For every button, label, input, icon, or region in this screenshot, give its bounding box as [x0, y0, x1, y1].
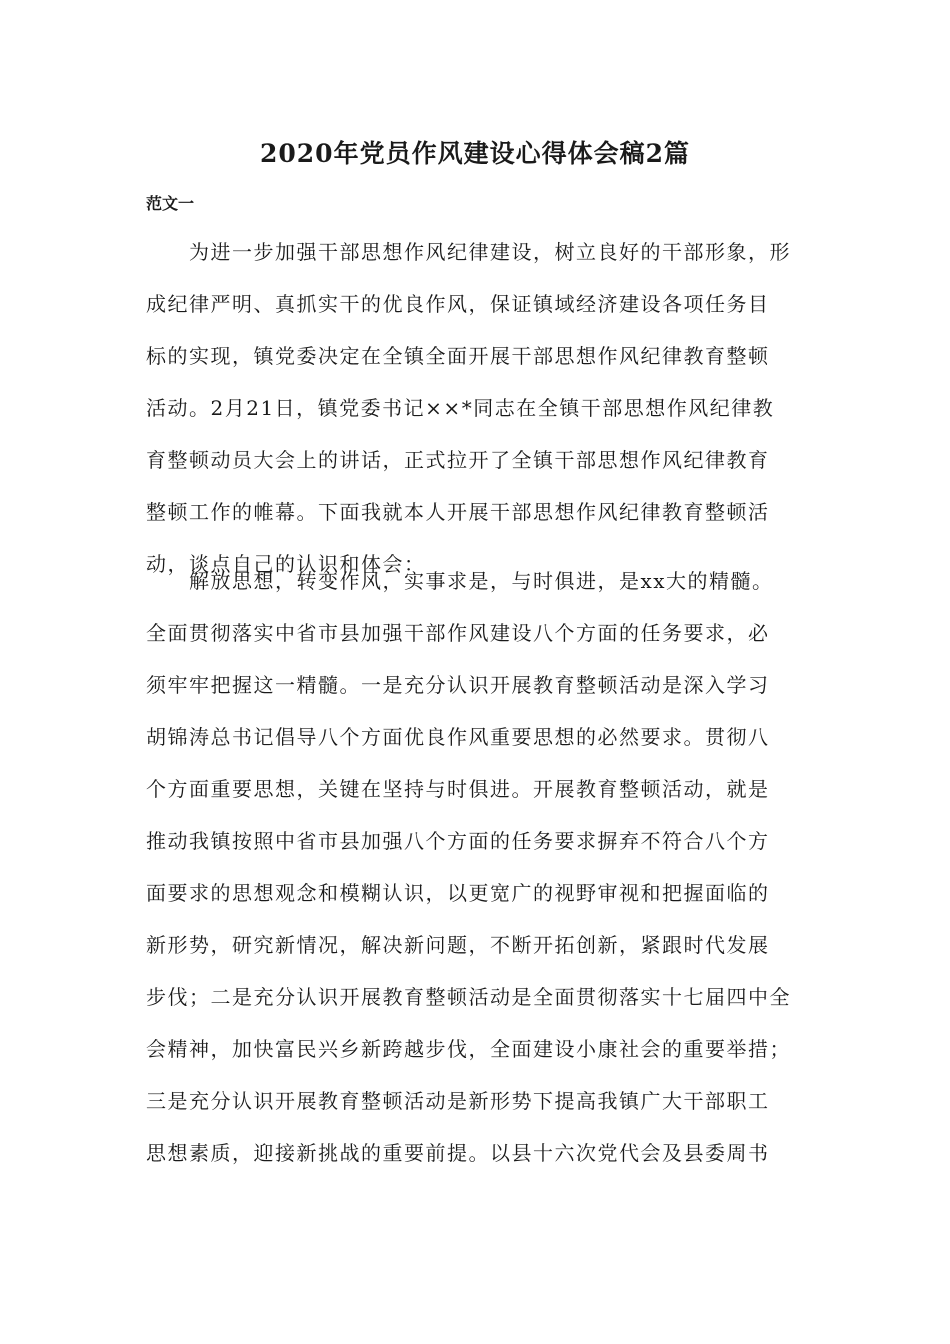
paragraph-line: 须牢牢把握这一精髓。一是充分认识开展教育整顿活动是深入学习: [146, 673, 770, 697]
paragraph-line: 面要求的思想观念和模糊认识，以更宽广的视野审视和把握面临的: [146, 881, 770, 905]
paragraph-line: 三是充分认识开展教育整顿活动是新形势下提高我镇广大干部职工: [146, 1089, 770, 1113]
document-title: 2020年党员作风建设心得体会稿2篇: [260, 139, 690, 168]
paragraph-line: 成纪律严明、真抓实干的优良作风，保证镇域经济建设各项任务目: [146, 292, 770, 316]
paragraph-line: 为进一步加强干部思想作风纪律建设，树立良好的干部形象，形: [146, 240, 791, 264]
paragraph-line: 胡锦涛总书记倡导八个方面优良作风重要思想的必然要求。贯彻八: [146, 725, 770, 749]
paragraph-line: 新形势，研究新情况，解决新问题，不断开拓创新，紧跟时代发展: [146, 933, 770, 957]
paragraph-line: 解放思想，转变作风，实事求是，与时俱进，是xx大的精髓。: [146, 569, 774, 593]
paragraph-line: 步伐；二是充分认识开展教育整顿活动是全面贯彻落实十七届四中全: [146, 985, 791, 1009]
paragraph-line: 活动。2月21日，镇党委书记××*同志在全镇干部思想作风纪律教: [146, 396, 775, 420]
paragraph-line: 推动我镇按照中省市县加强八个方面的任务要求摒弃不符合八个方: [146, 829, 770, 853]
paragraph-line: 全面贯彻落实中省市县加强干部作风建设八个方面的任务要求，必: [146, 621, 770, 645]
section-label: 范文一: [146, 194, 195, 213]
paragraph-line: 会精神，加快富民兴乡新跨越步伐，全面建设小康社会的重要举措；: [146, 1037, 791, 1061]
paragraph-line: 标的实现，镇党委决定在全镇全面开展干部思想作风纪律教育整顿: [146, 344, 770, 368]
paragraph-2: [146, 555, 808, 1179]
paragraph-line: 育整顿动员大会上的讲话，正式拉开了全镇干部思想作风纪律教育: [146, 448, 770, 472]
paragraph-line: 思想素质，迎接新挑战的重要前提。以县十六次党代会及县委周书: [146, 1141, 770, 1165]
paragraph-1: [146, 226, 808, 590]
paragraph-line: 整顿工作的帷幕。下面我就本人开展干部思想作风纪律教育整顿活: [146, 500, 770, 524]
paragraph-line: 动，谈点自己的认识和体会：: [146, 552, 426, 576]
paragraph-line: 个方面重要思想，关键在坚持与时俱进。开展教育整顿活动，就是: [146, 777, 770, 801]
